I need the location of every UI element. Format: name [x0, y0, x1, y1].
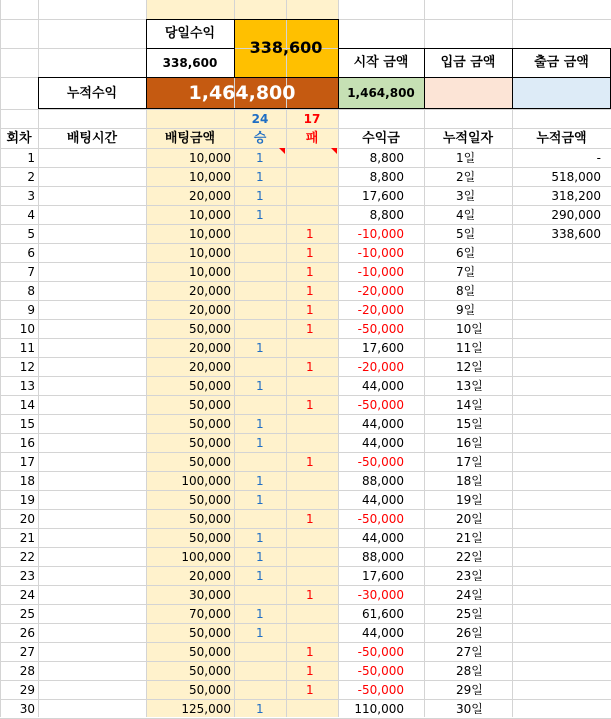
- cum-day-cell[interactable]: 6일: [456, 245, 476, 260]
- bet-time-cell[interactable]: [38, 205, 146, 224]
- row-number: 11: [19, 340, 35, 355]
- row-number: 2: [27, 169, 35, 184]
- win-cell[interactable]: 1: [256, 340, 264, 355]
- cum-amount-cell[interactable]: [512, 585, 611, 604]
- bet-amount-cell[interactable]: 50,000: [189, 435, 231, 450]
- cum-day-cell[interactable]: 22일: [456, 549, 483, 564]
- bet-amount-cell[interactable]: 50,000: [189, 625, 231, 640]
- bet-amount-cell[interactable]: 10,000: [189, 207, 231, 222]
- cum-day-cell[interactable]: 12일: [456, 359, 483, 374]
- win-cell[interactable]: 1: [256, 473, 264, 488]
- today-profit-value[interactable]: 338,600: [162, 55, 218, 70]
- row-number: 21: [19, 530, 35, 545]
- row-number: 1: [27, 150, 35, 165]
- cum-day-cell[interactable]: 15일: [456, 416, 483, 431]
- row-number: 3: [27, 188, 35, 203]
- row-number: 23: [19, 568, 35, 583]
- win-cell[interactable]: 1: [256, 150, 264, 165]
- cum-day-cell[interactable]: 28일: [456, 663, 483, 678]
- win-cell[interactable]: [234, 661, 286, 680]
- row-number: 28: [19, 663, 35, 678]
- cum-day-cell[interactable]: 23일: [456, 568, 483, 583]
- profit-cell[interactable]: 61,600: [362, 606, 404, 621]
- win-cell[interactable]: [234, 281, 286, 300]
- loss-cell[interactable]: [286, 338, 338, 357]
- cum-amount-cell[interactable]: [512, 509, 611, 528]
- row-number: 24: [19, 587, 35, 602]
- cum-amount-cell[interactable]: [512, 414, 611, 433]
- win-cell[interactable]: 1: [256, 701, 264, 716]
- profit-cell[interactable]: 8,800: [369, 207, 404, 222]
- row-number: 20: [19, 511, 35, 526]
- loss-cell[interactable]: 1: [306, 587, 314, 602]
- bet-amount-cell[interactable]: 50,000: [189, 644, 231, 659]
- header-bet-time: 배팅시간: [66, 130, 118, 146]
- loss-cell[interactable]: 1: [306, 283, 314, 298]
- bet-time-cell[interactable]: [38, 585, 146, 604]
- win-cell[interactable]: [234, 262, 286, 281]
- header-win: 승: [253, 130, 267, 146]
- cum-amount-cell[interactable]: [512, 566, 611, 585]
- header-loss: 패: [305, 130, 319, 146]
- cum-amount-cell[interactable]: [512, 338, 611, 357]
- win-cell[interactable]: 1: [256, 492, 264, 507]
- cum-amount-cell[interactable]: [512, 680, 611, 699]
- loss-cell[interactable]: 1: [306, 359, 314, 374]
- cum-amount-cell[interactable]: [512, 623, 611, 642]
- row-number: 17: [19, 454, 35, 469]
- profit-cell[interactable]: 44,000: [362, 435, 404, 450]
- win-cell[interactable]: [234, 585, 286, 604]
- win-cell[interactable]: 1: [256, 606, 264, 621]
- cum-day-cell[interactable]: 16일: [456, 435, 483, 450]
- bet-amount-cell[interactable]: 20,000: [189, 568, 231, 583]
- row-number: 14: [19, 397, 35, 412]
- bet-time-cell[interactable]: [38, 490, 146, 509]
- cum-amount-cell[interactable]: [512, 433, 611, 452]
- profit-cell[interactable]: -50,000: [357, 663, 404, 678]
- bet-time-cell[interactable]: [38, 452, 146, 471]
- win-cell[interactable]: [234, 680, 286, 699]
- win-cell[interactable]: [234, 642, 286, 661]
- bet-amount-cell[interactable]: 50,000: [189, 682, 231, 697]
- bet-amount-cell[interactable]: 50,000: [189, 321, 231, 336]
- cum-day-cell[interactable]: 17일: [456, 454, 483, 469]
- cum-day-cell[interactable]: 11일: [456, 340, 483, 355]
- loss-count: 17: [303, 111, 321, 126]
- cum-amount-cell[interactable]: [512, 376, 611, 395]
- win-cell[interactable]: [234, 319, 286, 338]
- withdraw-label: 출금 금액: [534, 55, 589, 70]
- bet-time-cell[interactable]: [38, 547, 146, 566]
- bet-amount-cell[interactable]: 20,000: [189, 359, 231, 374]
- win-cell[interactable]: 1: [256, 207, 264, 222]
- bet-amount-cell[interactable]: 10,000: [189, 150, 231, 165]
- win-cell[interactable]: 1: [256, 568, 264, 583]
- row-number: 27: [19, 644, 35, 659]
- loss-cell[interactable]: [286, 433, 338, 452]
- profit-cell[interactable]: -50,000: [357, 454, 404, 469]
- row-number: 29: [19, 682, 35, 697]
- bet-time-cell[interactable]: [38, 148, 146, 167]
- cum-amount-cell[interactable]: 518,000: [551, 169, 601, 184]
- loss-cell[interactable]: 1: [306, 511, 314, 526]
- profit-cell[interactable]: 88,000: [362, 549, 404, 564]
- row-number: 8: [27, 283, 35, 298]
- loss-cell[interactable]: [286, 699, 338, 718]
- bet-amount-cell[interactable]: 20,000: [189, 302, 231, 317]
- bet-time-cell[interactable]: [38, 262, 146, 281]
- bet-amount-cell[interactable]: 10,000: [189, 169, 231, 184]
- cum-day-cell[interactable]: 4일: [456, 207, 476, 222]
- bet-time-cell[interactable]: [38, 186, 146, 205]
- bet-amount-cell[interactable]: 10,000: [189, 264, 231, 279]
- start-amount-label: 시작 금액: [353, 55, 409, 70]
- cum-amount-cell[interactable]: [512, 471, 611, 490]
- cum-amount-cell[interactable]: [512, 604, 611, 623]
- header-round: 회차: [6, 130, 32, 146]
- profit-cell[interactable]: 88,000: [362, 473, 404, 488]
- loss-cell[interactable]: 1: [306, 264, 314, 279]
- row-number: 15: [19, 416, 35, 431]
- profit-cell[interactable]: -10,000: [357, 264, 404, 279]
- loss-cell[interactable]: [286, 148, 338, 167]
- loss-cell[interactable]: 1: [306, 682, 314, 697]
- header-profit: 수익금: [362, 130, 400, 146]
- cum-amount-cell[interactable]: [512, 699, 611, 718]
- bet-time-cell[interactable]: [38, 338, 146, 357]
- bet-time-cell[interactable]: [38, 167, 146, 186]
- profit-cell[interactable]: -50,000: [357, 644, 404, 659]
- row-number: 10: [19, 321, 35, 336]
- header-cum-amount: 누적금액: [536, 130, 587, 146]
- bet-time-cell[interactable]: [38, 243, 146, 262]
- loss-cell[interactable]: [286, 566, 338, 585]
- bet-time-cell[interactable]: [38, 395, 146, 414]
- loss-cell[interactable]: [286, 547, 338, 566]
- cum-amount-cell[interactable]: -: [596, 150, 601, 165]
- row-number: 12: [19, 359, 35, 374]
- cumulative-value[interactable]: 1,464,800: [188, 81, 296, 104]
- loss-cell[interactable]: 1: [306, 397, 314, 412]
- bet-time-cell[interactable]: [38, 699, 146, 718]
- row-number: 22: [19, 549, 35, 564]
- bet-amount-cell[interactable]: 100,000: [181, 549, 231, 564]
- bet-amount-cell[interactable]: 30,000: [189, 587, 231, 602]
- bet-time-cell[interactable]: [38, 319, 146, 338]
- profit-cell[interactable]: 44,000: [362, 416, 404, 431]
- cum-day-cell[interactable]: 10일: [456, 321, 483, 336]
- bet-amount-cell[interactable]: 50,000: [189, 416, 231, 431]
- today-profit-big[interactable]: 338,600: [249, 38, 323, 57]
- profit-cell[interactable]: -50,000: [357, 511, 404, 526]
- cum-amount-cell[interactable]: [512, 642, 611, 661]
- start-amount-value[interactable]: 1,464,800: [347, 86, 415, 100]
- cum-amount-cell[interactable]: [512, 319, 611, 338]
- cum-day-cell[interactable]: 2일: [456, 169, 476, 184]
- loss-cell[interactable]: 1: [306, 226, 314, 241]
- loss-cell[interactable]: [286, 376, 338, 395]
- loss-cell[interactable]: [286, 623, 338, 642]
- cum-amount-cell[interactable]: [512, 528, 611, 547]
- win-cell[interactable]: 1: [256, 169, 264, 184]
- profit-cell[interactable]: 44,000: [362, 492, 404, 507]
- bet-amount-cell[interactable]: 10,000: [189, 245, 231, 260]
- bet-time-cell[interactable]: [38, 224, 146, 243]
- cum-amount-cell[interactable]: [512, 300, 611, 319]
- loss-cell[interactable]: [286, 205, 338, 224]
- win-count: 24: [251, 111, 269, 126]
- bet-time-cell[interactable]: [38, 680, 146, 699]
- cum-amount-cell[interactable]: [512, 547, 611, 566]
- today-profit-label: 당일수익: [164, 26, 216, 41]
- cum-day-cell[interactable]: 7일: [456, 264, 476, 279]
- win-cell[interactable]: 1: [256, 416, 264, 431]
- bet-amount-cell[interactable]: 50,000: [189, 663, 231, 678]
- header-cum-day: 누적일자: [442, 130, 494, 146]
- bet-amount-cell[interactable]: 20,000: [189, 340, 231, 355]
- cum-amount-cell[interactable]: 290,000: [551, 207, 601, 222]
- cumulative-label: 누적수익: [66, 85, 118, 101]
- cum-day-cell[interactable]: 8일: [456, 283, 476, 298]
- win-cell[interactable]: 1: [256, 435, 264, 450]
- cum-day-cell[interactable]: 21일: [456, 530, 483, 545]
- profit-cell[interactable]: 8,800: [369, 169, 404, 184]
- profit-cell[interactable]: 44,000: [362, 378, 404, 393]
- profit-cell[interactable]: -10,000: [357, 226, 404, 241]
- loss-cell[interactable]: 1: [306, 302, 314, 317]
- profit-cell[interactable]: 17,600: [362, 568, 404, 583]
- loss-cell[interactable]: 1: [306, 644, 314, 659]
- cum-day-cell[interactable]: 27일: [456, 644, 483, 659]
- win-cell[interactable]: 1: [256, 530, 264, 545]
- profit-cell[interactable]: 110,000: [354, 701, 404, 716]
- cum-day-cell[interactable]: 9일: [456, 302, 476, 317]
- win-cell[interactable]: 1: [256, 378, 264, 393]
- bet-amount-cell[interactable]: 50,000: [189, 530, 231, 545]
- profit-cell[interactable]: -20,000: [357, 359, 404, 374]
- loss-cell[interactable]: [286, 471, 338, 490]
- win-cell[interactable]: [234, 224, 286, 243]
- profit-cell[interactable]: -50,000: [357, 682, 404, 697]
- bet-amount-cell[interactable]: 125,000: [181, 701, 231, 716]
- cum-day-cell[interactable]: 24일: [456, 587, 483, 602]
- bet-time-cell[interactable]: [38, 357, 146, 376]
- cum-amount-cell[interactable]: [512, 357, 611, 376]
- row-number: 4: [27, 207, 35, 222]
- bet-amount-cell[interactable]: 50,000: [189, 378, 231, 393]
- profit-cell[interactable]: -10,000: [357, 245, 404, 260]
- loss-cell[interactable]: 1: [306, 454, 314, 469]
- profit-cell[interactable]: 44,000: [362, 530, 404, 545]
- loss-cell[interactable]: 1: [306, 321, 314, 336]
- bet-time-cell[interactable]: [38, 604, 146, 623]
- win-cell[interactable]: 1: [256, 549, 264, 564]
- row-number: 18: [19, 473, 35, 488]
- bet-time-cell[interactable]: [38, 433, 146, 452]
- cum-amount-cell[interactable]: [512, 490, 611, 509]
- bet-time-cell[interactable]: [38, 642, 146, 661]
- row-number: 16: [19, 435, 35, 450]
- loss-cell[interactable]: 1: [306, 245, 314, 260]
- bet-time-cell[interactable]: [38, 566, 146, 585]
- bet-time-cell[interactable]: [38, 376, 146, 395]
- bet-amount-cell[interactable]: 50,000: [189, 492, 231, 507]
- win-cell[interactable]: 1: [256, 188, 264, 203]
- cum-amount-cell[interactable]: [512, 661, 611, 680]
- win-cell[interactable]: [234, 509, 286, 528]
- cum-day-cell[interactable]: 30일: [456, 701, 483, 716]
- deposit-label: 입금 금액: [440, 55, 496, 70]
- bet-amount-cell[interactable]: 20,000: [189, 283, 231, 298]
- withdraw-value[interactable]: [512, 77, 611, 109]
- row-number: 5: [27, 226, 35, 241]
- row-number: 9: [27, 302, 35, 317]
- cum-day-cell[interactable]: 1일: [456, 150, 476, 165]
- cum-day-cell[interactable]: 19일: [456, 492, 483, 507]
- cum-amount-cell[interactable]: [512, 243, 611, 262]
- loss-cell[interactable]: [286, 186, 338, 205]
- bet-amount-cell[interactable]: 10,000: [189, 226, 231, 241]
- loss-cell[interactable]: [286, 490, 338, 509]
- win-cell[interactable]: [234, 357, 286, 376]
- bet-time-cell[interactable]: [38, 509, 146, 528]
- bet-amount-cell[interactable]: 20,000: [189, 188, 231, 203]
- cum-day-cell[interactable]: 29일: [456, 682, 483, 697]
- win-cell[interactable]: [234, 243, 286, 262]
- cum-day-cell[interactable]: 18일: [456, 473, 483, 488]
- bet-time-cell[interactable]: [38, 471, 146, 490]
- cum-day-cell[interactable]: 20일: [456, 511, 483, 526]
- profit-cell[interactable]: -50,000: [357, 321, 404, 336]
- cum-amount-cell[interactable]: [512, 262, 611, 281]
- header-bet-amount: 배팅금액: [164, 130, 216, 146]
- row-number: 30: [19, 701, 35, 716]
- row-number: 19: [19, 492, 35, 507]
- bet-amount-cell[interactable]: 100,000: [181, 473, 231, 488]
- profit-cell[interactable]: -20,000: [357, 283, 404, 298]
- profit-cell[interactable]: 8,800: [369, 150, 404, 165]
- profit-cell[interactable]: 17,600: [362, 188, 404, 203]
- cum-amount-cell[interactable]: [512, 452, 611, 471]
- bet-time-cell[interactable]: [38, 281, 146, 300]
- bet-amount-cell[interactable]: 70,000: [189, 606, 231, 621]
- deposit-value[interactable]: [424, 77, 512, 109]
- row-number: 7: [27, 264, 35, 279]
- cum-day-cell[interactable]: 25일: [456, 606, 483, 621]
- bet-amount-cell[interactable]: 50,000: [189, 454, 231, 469]
- profit-cell[interactable]: 17,600: [362, 340, 404, 355]
- row-number: 6: [27, 245, 35, 260]
- loss-cell[interactable]: 1: [306, 663, 314, 678]
- bet-time-cell[interactable]: [38, 528, 146, 547]
- bet-time-cell[interactable]: [38, 414, 146, 433]
- cum-day-cell[interactable]: 13일: [456, 378, 483, 393]
- profit-cell[interactable]: 44,000: [362, 625, 404, 640]
- cum-amount-cell[interactable]: 318,200: [551, 188, 601, 203]
- loss-cell[interactable]: [286, 528, 338, 547]
- win-cell[interactable]: [234, 395, 286, 414]
- bet-amount-cell[interactable]: 50,000: [189, 397, 231, 412]
- cum-day-cell[interactable]: 26일: [456, 625, 483, 640]
- profit-cell[interactable]: -50,000: [357, 397, 404, 412]
- win-cell[interactable]: [234, 452, 286, 471]
- bet-time-cell[interactable]: [38, 623, 146, 642]
- cum-amount-cell[interactable]: [512, 395, 611, 414]
- bet-time-cell[interactable]: [38, 300, 146, 319]
- loss-cell[interactable]: [286, 604, 338, 623]
- cum-day-cell[interactable]: 5일: [456, 226, 476, 241]
- row-number: 13: [19, 378, 35, 393]
- cum-amount-cell[interactable]: 338,600: [551, 226, 601, 241]
- win-cell[interactable]: 1: [256, 625, 264, 640]
- cum-amount-cell[interactable]: [512, 281, 611, 300]
- bet-amount-cell[interactable]: 50,000: [189, 511, 231, 526]
- row-number: 26: [19, 625, 35, 640]
- cum-day-cell[interactable]: 14일: [456, 397, 483, 412]
- loss-cell[interactable]: [286, 414, 338, 433]
- profit-cell[interactable]: -30,000: [357, 587, 404, 602]
- win-cell[interactable]: [234, 300, 286, 319]
- row-number: 25: [19, 606, 35, 621]
- bet-time-cell[interactable]: [38, 661, 146, 680]
- loss-cell[interactable]: [286, 167, 338, 186]
- profit-cell[interactable]: -20,000: [357, 302, 404, 317]
- cum-day-cell[interactable]: 3일: [456, 188, 476, 203]
